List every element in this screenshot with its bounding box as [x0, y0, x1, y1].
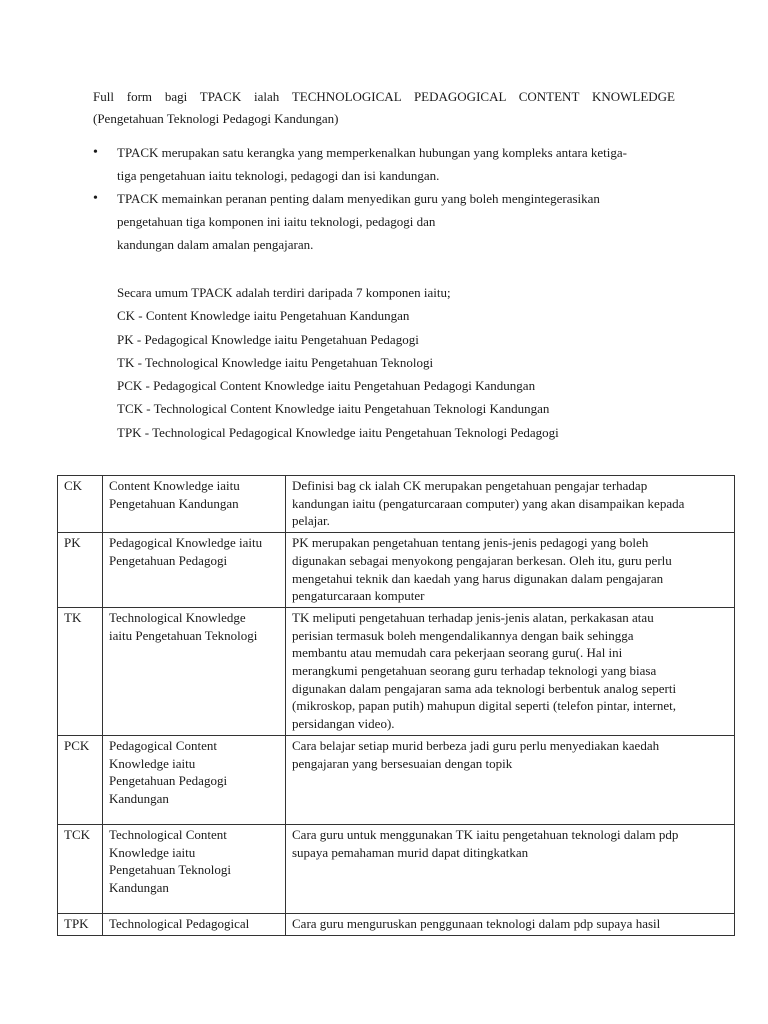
cell-code: TCK	[58, 824, 103, 913]
cell-name-line: Pengetahuan Pedagogi	[109, 552, 228, 568]
cell-name-line: Kandungan	[109, 879, 169, 895]
table-row	[58, 913, 735, 935]
bullet-1-line-1: • TPACK merupakan satu kerangka yang memperkenalkan hubungan yang kompleks antara ketiga-	[117, 145, 627, 160]
table-row	[58, 533, 735, 608]
cell-name-line: Knowledge iaitu	[109, 844, 196, 860]
cell-name-line: Technological Knowledge	[109, 609, 246, 625]
cell-description-line: kandungan iaitu (pengaturcaraan computer) yang akan disampaikan kepada	[292, 495, 685, 511]
cell-description-line: (mikroskop, papan putih) mahupun digital seperti (telefon pintar, internet,	[292, 698, 676, 714]
cell-description	[286, 735, 735, 824]
table-row	[58, 735, 735, 824]
component-item-pck: PCK - Pedagogical Content Knowledge iaitu Pengetahuan Pedagogi Kandungan	[117, 378, 536, 394]
cell-name-line: Pedagogical Knowledge iaitu	[109, 535, 263, 551]
cell-description-line: Cara guru untuk menggunakan TK iaitu pengetahuan teknologi dalam pdp	[292, 826, 679, 842]
cell-name-line: Pengetahuan Kandungan	[109, 495, 239, 511]
cell-name	[103, 476, 286, 533]
cell-name	[103, 824, 286, 913]
bullet-item-1	[93, 141, 693, 187]
cell-name-line: Content Knowledge iaitu	[109, 478, 240, 493]
cell-description-line: TK meliputi pengetahuan terhadap jenis-jenis alatan, perkakasan atau	[292, 609, 654, 625]
cell-name-line: Technological Content	[109, 826, 227, 842]
component-item-pk: PK - Pedagogical Knowledge iaitu Pengetahuan Pedagogi	[117, 331, 419, 347]
cell-name-line: iaitu Pengetahuan Teknologi	[109, 627, 258, 643]
cell-code: TPK	[58, 913, 103, 935]
cell-description	[286, 533, 735, 608]
cell-description	[286, 824, 735, 913]
bullet-1-line-2: tiga pengetahuan iaitu teknologi, pedagogi dan isi kandungan.	[117, 168, 440, 183]
component-list	[117, 281, 677, 444]
cell-description-line: PK merupakan pengetahuan tentang jenis-jenis pedagogi yang boleh	[292, 535, 649, 551]
bullet-2-line-2: pengetahuan tiga komponen ini iaitu teknologi, pedagogi dan	[117, 214, 436, 229]
component-heading: Secara umum TPACK adalah terdiri daripada 7 komponen iaitu;	[117, 285, 451, 300]
component-item-tck: TCK - Technological Content Knowledge iaitu Pengetahuan Teknologi Kandungan	[117, 401, 550, 417]
cell-name	[103, 913, 286, 935]
cell-description-line: membantu atau memudah cara pekerjaan seorang guru(. Hal ini	[292, 645, 623, 661]
component-item-tpk: TPK - Technological Pedagogical Knowledge iaitu Pengetahuan Teknologi Pedagogi	[117, 424, 559, 440]
bullet-list	[93, 141, 693, 256]
cell-name-line: Pedagogical Content	[109, 737, 217, 753]
cell-code: TK	[58, 607, 103, 735]
cell-code: PK	[58, 533, 103, 608]
component-item-ck: CK - Content Knowledge iaitu Pengetahuan Kandungan	[117, 308, 410, 324]
cell-description-line: mengetahui teknik dan kaedah yang harus digunakan dalam pengajaran	[292, 570, 664, 586]
cell-name-line: Kandungan	[109, 790, 169, 806]
cell-code: CK	[58, 476, 103, 533]
cell-description-line: digunakan dalam pengajaran sama ada teknologi berbentuk analog seperti	[292, 680, 677, 696]
cell-code: PCK	[58, 735, 103, 824]
cell-name-line: Technological Pedagogical	[109, 915, 250, 931]
tpack-table	[57, 475, 735, 936]
cell-name-line: Pengetahuan Pedagogi	[109, 773, 228, 789]
intro-line-2: (Pengetahuan Teknologi Pedagogi Kandungan)	[93, 111, 339, 126]
cell-description-line: supaya pemahaman murid dapat ditingkatkan	[292, 844, 529, 860]
tpack-table-body	[58, 476, 735, 936]
cell-description-line: perisian termasuk boleh mengendalikannya dengan baik sehingga	[292, 627, 634, 643]
cell-description	[286, 476, 735, 533]
cell-name-line: Pengetahuan Teknologi	[109, 862, 231, 878]
table-row	[58, 824, 735, 913]
cell-description-line: Cara guru menguruskan penggunaan teknologi dalam pdp supaya hasil	[292, 915, 661, 931]
cell-name	[103, 607, 286, 735]
cell-description-line: Definisi bag ck ialah CK merupakan pengetahuan pengajar terhadap	[292, 478, 648, 493]
cell-description-line: pengaturcaraan komputer	[292, 588, 425, 604]
cell-description-line: Cara belajar setiap murid berbeza jadi guru perlu menyediakan kaedah	[292, 737, 660, 753]
cell-description	[286, 913, 735, 935]
cell-name-line: Knowledge iaitu	[109, 755, 196, 771]
intro-line-1: Full form bagi TPACK ialah TECHNOLOGICAL PEDAGOGICAL CONTENT KNOWLEDGE	[93, 89, 675, 104]
bullet-2-line-3: kandungan dalam amalan pengajaran.	[117, 237, 314, 252]
cell-description-line: merangkumi pengetahuan seorang guru terhadap teknologi yang biasa	[292, 663, 657, 679]
bullet-item-2	[93, 187, 693, 256]
intro-paragraph	[93, 86, 675, 130]
table-row	[58, 607, 735, 735]
cell-description	[286, 607, 735, 735]
bullet-2-line-1: • TPACK memainkan peranan penting dalam menyedikan guru yang boleh mengintegerasikan	[117, 191, 600, 206]
component-item-tk: TK - Technological Knowledge iaitu Pengetahuan Teknologi	[117, 354, 434, 370]
cell-description-line: pengajaran yang bersesuaian dengan topik	[292, 755, 513, 771]
table-row	[58, 476, 735, 533]
cell-description-line: persidangan video).	[292, 716, 395, 732]
cell-description-line: digunakan sebagai menyokong pengajaran berkesan. Oleh itu, guru perlu	[292, 552, 672, 568]
cell-name	[103, 735, 286, 824]
cell-name	[103, 533, 286, 608]
cell-description-line: pelajar.	[292, 513, 330, 529]
